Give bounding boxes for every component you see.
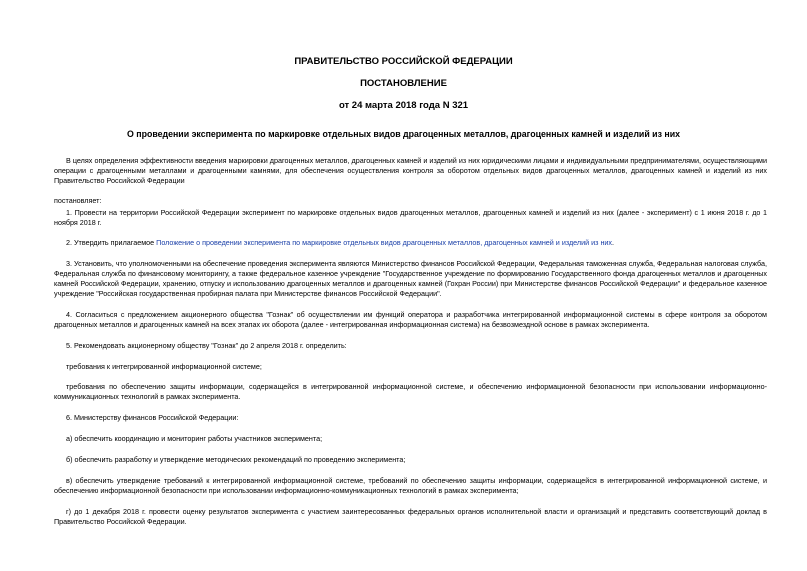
paragraph-2-suffix: . xyxy=(612,238,615,247)
paragraph-2 xyxy=(54,238,767,248)
paragraph-2-prefix: 2. Утвердить прилагаемое xyxy=(66,238,157,247)
paragraph-1: 1. Провести на территории Российской Федерации эксперимент по маркировке отдельных видов драгоценных металлов, драгоценных камней и изделий из них (далее - эксперимент) с 1 июня 2018 г. до 1 ноября 2018 г. xyxy=(54,208,767,227)
preamble-paragraph: В целях определения эффективности введения маркировки драгоценных металлов, драгоценных камней и изделий из них юридическими лицами и индивидуальными предпринимателями, осуществляющими операции с драгоценными металлами и драгоценными камнями, для обеспечения осуществления контроля за оборотом отдельных видов драгоценных металлов, драгоценных камней и изделий из них Правительство Российской Федерации xyxy=(54,156,767,185)
government-heading: ПРАВИТЕЛЬСТВО РОССИЙСКОЙ ФЕДЕРАЦИИ xyxy=(294,56,513,67)
paragraph-6a: а) обеспечить координацию и мониторинг работы участников эксперимента; xyxy=(66,434,323,443)
paragraph-6: 6. Министерству финансов Российской Федерации: xyxy=(66,413,239,422)
paragraph-5: 5. Рекомендовать акционерному обществу "Гознак" до 2 апреля 2018 г. определить: xyxy=(66,341,347,350)
paragraph-6b: б) обеспечить разработку и утверждение методических рекомендаций по проведению эксперимента; xyxy=(66,455,406,464)
doc-type-heading: ПОСТАНОВЛЕНИЕ xyxy=(360,78,447,89)
paragraph-6d: г) до 1 декабря 2018 г. провести оценку результатов эксперимента с участием заинтересованных федеральных органов исполнительной власти и организаций и представить соответствующий доклад в Правительство Российской Федерации. xyxy=(54,507,767,526)
date-number-heading: от 24 марта 2018 года N 321 xyxy=(338,100,469,111)
paragraph-5b: требования по обеспечению защиты информации, содержащейся в интегрированной информационной системе, и обеспечению информационной безопасности при использовании информационно-коммуникационных технологий в рамках эксперимента. xyxy=(54,382,767,401)
regulation-link[interactable]: Положение о проведении эксперимента по маркировке отдельных видов драгоценных металлов, драгоценных камней и изделий из них xyxy=(156,238,613,247)
paragraph-6c: в) обеспечить утверждение требований к интегрированной информационной системе, требований по обеспечению защиты информации, содержащейся в интегрированной информационной системе, и обеспечению информационной безопасности при использовании информационно-коммуникационных технологий в рамках эксперимента; xyxy=(54,476,767,495)
paragraph-5a: требования к интегрированной информационной системе; xyxy=(66,362,262,371)
paragraph-3: 3. Установить, что уполномоченными на обеспечение проведения эксперимента являются Министерство финансов Российской Федерации, Федеральная таможенная служба, Федеральная налоговая служба, Федеральная служба по финансовому мониторингу, а также федеральное казенное учреждение "Государственное учреждение по формированию Государственного фонда драгоценных металлов и драгоценных камней Российской Федерации, хранению, отпуску и использованию драгоценных металлов и драгоценных камней (Гохран России) при Министерстве финансов Российской Федерации" и федеральное казенное учреждение "Российская государственная пробирная палата при Министерстве финансов Российской Федерации". xyxy=(54,259,767,298)
decrees-line: постановляет: xyxy=(54,196,102,205)
paragraph-4: 4. Согласиться с предложением акционерного общества "Гознак" об осуществлении им функций оператора и разработчика интегрированной информационной системы в сфере контроля за оборотом драгоценных металлов и драгоценных камней на всех этапах их оборота (далее - интегрированная информационная система) на безвозмездной основе в рамках эксперимента. xyxy=(54,310,767,329)
document-title: О проведении эксперимента по маркировке отдельных видов драгоценных металлов, драгоценных камней и изделий из них xyxy=(126,129,681,139)
document-page xyxy=(40,0,767,571)
